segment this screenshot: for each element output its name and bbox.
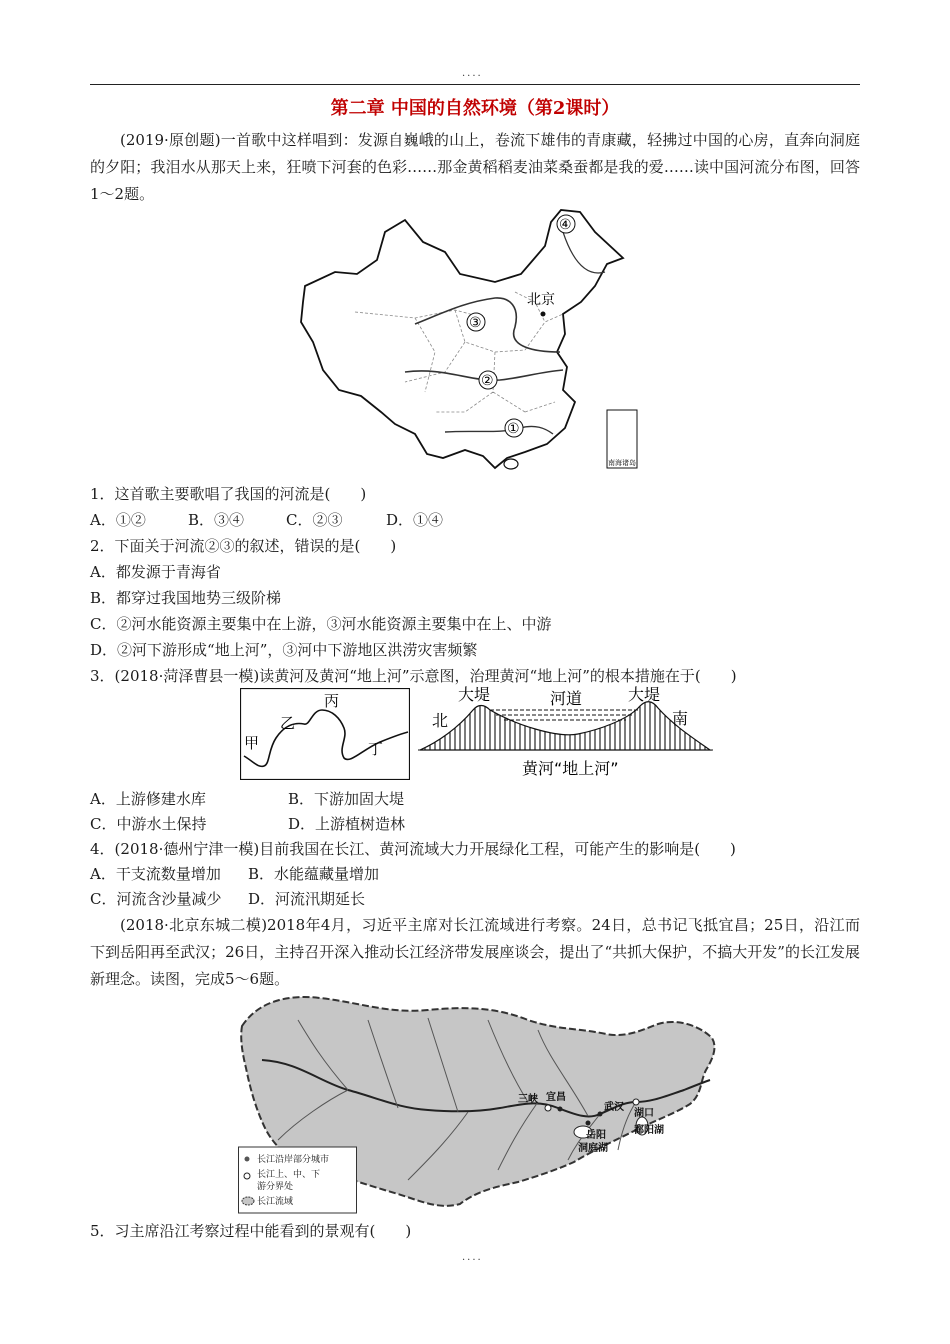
- q3-option-b[interactable]: B．下游加固大堤: [288, 790, 405, 808]
- yellow-river-course-diagram: [240, 688, 410, 780]
- profile-ground: [420, 702, 710, 750]
- header-rule: [90, 84, 860, 85]
- q2-option-d[interactable]: D．②河下游形成“地上河”，③河中下游地区洪涝灾害频繁: [90, 641, 478, 659]
- q4-option-c[interactable]: C．河流含沙量减少: [90, 890, 222, 908]
- label-hukou: 湖口: [634, 1108, 654, 1119]
- label-jia: 甲: [244, 734, 260, 752]
- q1-option-c[interactable]: C．②③: [286, 511, 343, 529]
- boundary-marker-sanxia: [545, 1105, 551, 1111]
- river-1-label: ①: [507, 421, 520, 437]
- china-river-map: [295, 202, 640, 477]
- intro-paragraph-2: (2018·北京东城二模)2018年4月，习近平主席对长江流域进行考察。24日，总书记飞抵宜昌；25日，沿江而下到岳阳再至武汉；26日，主持召开深入推动长江经济带发展座谈会，提出了“共抓大保护，不搞大开发”的长江发展新理念。读图，完成5～6题。: [90, 916, 860, 988]
- label-yueyang: 岳阳: [586, 1130, 606, 1141]
- question-4-stem: 4．(2018·德州宁津一模)目前我国在长江、黄河流域大力开展绿化工程，可能产生的影响是( ): [90, 840, 736, 858]
- question-4-options-row-1: [90, 861, 860, 887]
- q1-option-a[interactable]: A．①②: [90, 511, 146, 529]
- label-yi: 乙: [280, 714, 296, 732]
- river-2-label: ②: [481, 373, 494, 389]
- label-poyang: 鄱阳湖: [634, 1125, 664, 1136]
- yangtze-basin-map: [238, 990, 718, 1215]
- label-yichang: 宜昌: [546, 1092, 566, 1103]
- province-borders: [355, 292, 563, 412]
- question-3-options-row-1: [90, 786, 860, 812]
- header-dots: ....: [462, 68, 483, 79]
- q2-option-c[interactable]: C．②河水能资源主要集中在上游，③河水能资源主要集中在上、中游: [90, 615, 552, 633]
- label-north: 北: [432, 711, 449, 730]
- label-dike-right: 大堤: [628, 685, 661, 704]
- page-title: 第二章 中国的自然环境（第2课时）: [330, 98, 620, 119]
- label-wuhan: 武汉: [604, 1102, 624, 1113]
- legend-cities: 长江沿岸部分城市: [257, 1155, 330, 1165]
- beijing-marker: [541, 312, 546, 317]
- label-south: 南: [672, 709, 689, 728]
- question-2-stem: 2．下面关于河流②③的叙述，错误的是( ): [90, 537, 397, 555]
- river-1-path: [445, 426, 553, 434]
- q1-option-d[interactable]: D．①④: [386, 511, 444, 529]
- q3-option-d[interactable]: D．上游植树造林: [288, 815, 406, 833]
- inset-label: 南海诸岛: [608, 459, 636, 467]
- question-1-options: [90, 507, 860, 533]
- question-4-options-row-2: [90, 886, 860, 912]
- label-dongting: 洞庭湖: [578, 1143, 608, 1154]
- q4-option-b[interactable]: B．水能蕴藏量增加: [248, 865, 380, 883]
- beijing-label: 北京: [527, 292, 555, 308]
- q2-option-a[interactable]: A．都发源于青海省: [90, 563, 221, 581]
- label-bing: 丙: [324, 692, 340, 710]
- label-ding: 丁: [368, 740, 384, 758]
- footer-dots: ....: [462, 1252, 483, 1263]
- hainan-island: [504, 459, 518, 469]
- above-ground-river-profile: [418, 680, 713, 782]
- q4-option-d[interactable]: D．河流汛期延长: [248, 890, 366, 908]
- question-3-stem: 3．(2018·菏泽曹县一模)读黄河及黄河“地上河”示意图，治理黄河“地上河”的根本措施在于( ): [90, 667, 737, 685]
- river-3-label: ③: [469, 315, 482, 331]
- label-channel: 河道: [550, 689, 583, 708]
- label-dike-left: 大堤: [458, 685, 491, 704]
- river-4-label: ④: [559, 217, 572, 233]
- intro-paragraph-1: (2019·原创题)一首歌中这样唱到：发源自巍峨的山上，卷流下雄伟的青康藏，轻拂过中国的心房，直奔向洞庭的夕阳；我泪水从那天上来，狂喷下河套的色彩……那金黄稻稻麦油菜桑蚕都是我的爱……读中国河流分布图，回答1～2题。: [90, 131, 860, 203]
- q2-option-b[interactable]: B．都穿过我国地势三级阶梯: [90, 589, 282, 607]
- boundary-marker-hukou: [633, 1099, 639, 1105]
- profile-caption: 黄河“地上河”: [522, 759, 619, 778]
- q3-option-a[interactable]: A．上游修建水库: [90, 790, 206, 808]
- legend-boundary-1: 长江上、中、下: [257, 1170, 321, 1180]
- legend-basin: 长江流域: [257, 1197, 294, 1207]
- q1-option-b[interactable]: B．③④: [188, 511, 245, 529]
- city-marker-yueyang: [586, 1121, 591, 1126]
- question-3-options-row-2: [90, 811, 860, 837]
- question-1-stem: 1．这首歌主要歌唱了我国的河流是( ): [90, 485, 367, 503]
- q4-option-a[interactable]: A．干支流数量增加: [90, 865, 221, 883]
- river-4-path: [563, 232, 605, 273]
- city-marker-wuhan: [598, 1112, 603, 1117]
- q3-option-c[interactable]: C．中游水土保持: [90, 815, 207, 833]
- label-sanxia: 三峡: [518, 1094, 538, 1105]
- china-outline: [301, 210, 623, 468]
- legend-boundary-2: 游分界处: [257, 1182, 294, 1192]
- question-5-stem: 5．习主席沿江考察过程中能看到的景观有( ): [90, 1222, 412, 1240]
- city-marker-yichang: [558, 1107, 563, 1112]
